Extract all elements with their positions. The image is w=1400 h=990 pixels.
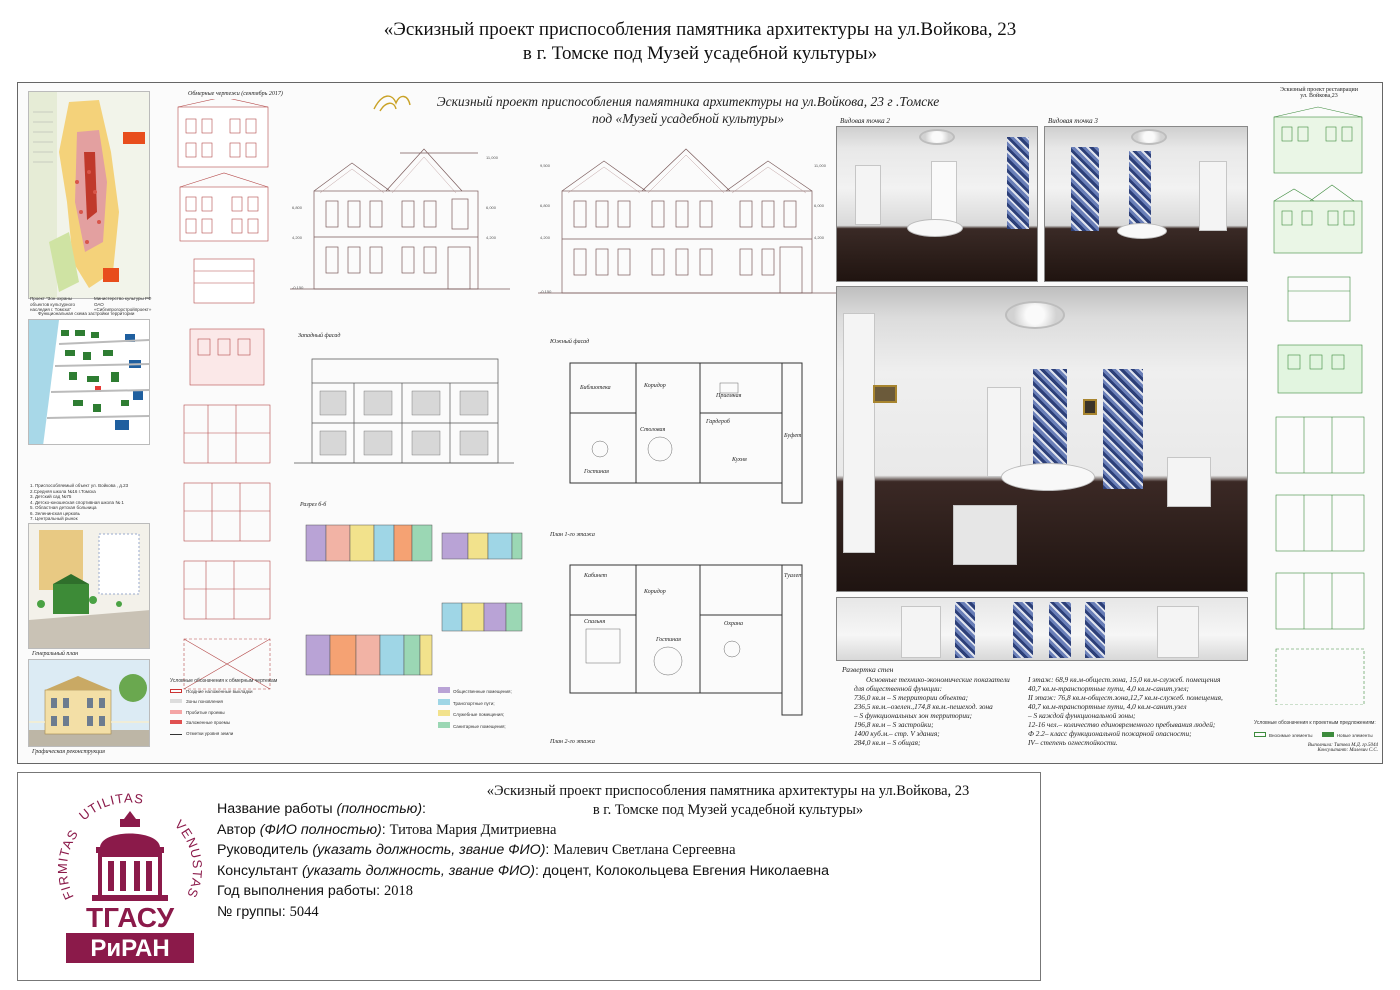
svg-text:-0,150: -0,150 xyxy=(540,289,552,294)
right-legend-label-1: Вносимые элементы xyxy=(1269,732,1313,738)
consultant-label: Консультант xyxy=(217,862,302,879)
serving-cart-icon xyxy=(953,505,1017,565)
plan1-room-dining: Столовая xyxy=(640,427,666,433)
survey-drawings xyxy=(168,99,276,699)
dining-table-icon xyxy=(1001,463,1095,491)
survey-legend-item-2 xyxy=(170,699,277,705)
zoning-legend xyxy=(438,687,512,729)
west-facade-caption: Западный фасад xyxy=(298,333,341,339)
drawing-sheet xyxy=(17,82,1383,764)
group-value: 5044 xyxy=(289,903,319,920)
view-2-caption: Видовая точка 2 xyxy=(840,117,890,125)
explication-item-1: 1. Приспособляемый объект ул. Войкова , д.23 xyxy=(30,483,129,488)
plan-floor-2 xyxy=(540,553,830,733)
tep-left-3: 736,0 кв.м – S территории объекта; xyxy=(854,693,969,702)
author-value: Титова Мария Дмитриевна xyxy=(389,821,557,838)
graphic-reconstruction xyxy=(28,659,150,747)
info-title-line1: «Эскизный проект приспособления памятника архитектуры на ул.Войкова, 23 xyxy=(486,783,970,799)
right-legend-label-2: Новые элементы xyxy=(1336,732,1373,738)
info-title-line2: в г. Томске под Музей усадебной культуры» xyxy=(592,802,864,818)
right-column-title-line1: Эскизный проект реставрации xyxy=(1280,87,1358,93)
curtain-icon xyxy=(955,602,975,658)
svg-text:11,000: 11,000 xyxy=(486,155,498,160)
svg-text:6,000: 6,000 xyxy=(814,203,825,208)
survey-legend-label-4: Заложенные проемы xyxy=(186,720,231,725)
plan2-room-toilet: Туалет xyxy=(784,573,803,579)
curtain-icon xyxy=(1071,147,1099,231)
curtain-icon xyxy=(1085,602,1105,658)
render-view-3 xyxy=(1044,126,1248,282)
svg-text:4,200: 4,200 xyxy=(486,235,497,240)
svg-text:-0,150: -0,150 xyxy=(292,285,304,290)
func-scheme-caption: Функциональная схема застройки территории xyxy=(38,311,135,316)
plan1-room-buffet: Буфет xyxy=(784,433,802,439)
plan1-room-reception: Приемная xyxy=(716,393,742,399)
plan-floor-1 xyxy=(540,353,830,523)
logo-sub: РиРАН xyxy=(90,935,170,962)
plan1-room-library: Библиотека xyxy=(580,385,611,391)
svg-text:9,500: 9,500 xyxy=(540,163,551,168)
consultant-row: Консультант (указать должность, звание ФИО): доцент, Колокольцева Евгения Николаевна xyxy=(217,862,830,879)
south-facade xyxy=(538,137,838,323)
group-label: № группы: xyxy=(217,903,290,920)
survey-legend-label-1: Поздние наложенные выкладки xyxy=(186,688,253,694)
tep-left-5: – S функциональных зон территории; xyxy=(854,711,973,720)
curtain-icon xyxy=(1129,151,1151,227)
tep-right-3: II этаж: 76,8 кв.м-общест.зона,12,7 кв.м-служеб. помещения, xyxy=(1028,693,1223,702)
graphic-reconstruction-graphic xyxy=(29,660,150,747)
university-logo xyxy=(50,785,210,965)
tep-left-8: 284,0 кв.м – S общая; xyxy=(854,738,921,747)
explication-list xyxy=(30,483,160,522)
ceiling-rose-icon xyxy=(1131,129,1167,145)
sheet-title xyxy=(388,93,988,127)
tep-left-2: для общественной функции: xyxy=(854,684,943,693)
plan1-room-corridor: Коридор xyxy=(644,383,666,389)
door-icon xyxy=(1157,606,1199,658)
survey-legend-item-1 xyxy=(170,689,277,695)
ceiling-rose-icon xyxy=(919,129,955,145)
general-plan xyxy=(28,523,150,649)
zoning-legend-label-2: Транспортные пути; xyxy=(453,700,495,706)
survey-legend-title: Условные обозначения к обмерным чертежам xyxy=(170,678,278,684)
poster-title-line1: «Эскизный проект приспособления памятника архитектуры на ул.Войкова, 23 xyxy=(383,19,1017,40)
survey-legend-label-2: Зоны поновления xyxy=(186,699,223,704)
plan1-room-living: Гостиная xyxy=(584,469,609,475)
right-column-title-line2: ул. Войкова,23 xyxy=(1300,93,1338,99)
consultant-value: доцент, Колокольцева Евгения Николаевна xyxy=(542,862,830,879)
building-emblem-icon xyxy=(92,811,168,901)
survey-drawings-graphic xyxy=(168,99,276,699)
svg-text:6,800: 6,800 xyxy=(292,205,303,210)
zoning-legend-item-2 xyxy=(438,699,512,707)
sideboard-icon xyxy=(1167,457,1211,507)
paneling-left xyxy=(843,313,875,553)
sheet-title-line1: Эскизный проект приспособления памятника архитектуры на ул.Войкова, 23 г .Томске xyxy=(436,94,940,109)
ceiling-rose-icon xyxy=(1005,301,1065,329)
section-caption: Разрез б-б xyxy=(300,502,327,508)
explication-item-2: 2.Средняя школа №16 г.Томска xyxy=(30,488,96,494)
group-row xyxy=(217,902,829,923)
tep-right-7: Ф 2.2– класс функциональной пожарной опасности; xyxy=(1028,729,1192,738)
functional-scheme-graphic xyxy=(29,320,150,445)
plan1-room-kitchen: Кухня xyxy=(732,457,747,463)
info-block xyxy=(17,772,1041,981)
plan2-room-living: Гостиная xyxy=(656,637,681,643)
wall-unfold-caption: Развертка стен xyxy=(842,665,894,674)
door-icon xyxy=(855,165,881,225)
render-wall-unfold xyxy=(836,597,1248,661)
author-hint: (ФИО полностью) xyxy=(259,821,382,838)
section-graphic xyxy=(294,345,514,495)
work-hint: (полностью) xyxy=(336,801,423,817)
svg-text:VENUSTAS xyxy=(172,817,205,901)
consultant-hint: (указать должность, звание ФИО) xyxy=(301,862,536,879)
explication-item-3: 3. Детский сад №75 xyxy=(30,494,72,499)
consultant-line: Консультант: Малевич С.С. xyxy=(1317,748,1378,753)
tep-left-4: 236,5 кв.м.–озелен.,174,8 кв.м.-пешеход. зона xyxy=(854,702,993,711)
explication-item-5: 5. Областная детская больница xyxy=(30,505,97,510)
cabinet-icon xyxy=(1199,161,1227,231)
zones-map xyxy=(28,91,150,299)
zoning-legend-item-4 xyxy=(438,722,512,730)
zoning-legend-item-1 xyxy=(438,687,512,695)
south-facade-caption: Южный фасад xyxy=(550,339,590,345)
poster-title xyxy=(300,18,1100,66)
view-3-caption: Видовая точка 3 xyxy=(1048,117,1098,125)
zoning-legend-label-3: Служебные помещения; xyxy=(453,712,505,717)
svg-text:6,800: 6,800 xyxy=(540,203,551,208)
west-facade xyxy=(290,139,510,319)
plan2-room-corridor: Коридор xyxy=(644,589,666,595)
poster-title-line2: в г. Томске под Музей усадебной культуры» xyxy=(522,43,878,64)
curtain-icon xyxy=(1049,602,1071,658)
tep-right-6: 12-16 чел.– количество единовременного пребывания людей; xyxy=(1028,720,1216,729)
work-row: Название работы (полностью): xyxy=(217,801,426,817)
motto-left: FIRMITAS xyxy=(54,826,82,902)
survey-legend-item-5 xyxy=(170,731,277,737)
right-legend-title: Условные обозначения к проектным предложениям: xyxy=(1254,720,1376,726)
restoration-drawings xyxy=(1262,105,1376,705)
general-plan-graphic xyxy=(29,524,150,649)
tep-right xyxy=(1028,675,1223,747)
render-view-2 xyxy=(836,126,1038,282)
svg-text:6,000: 6,000 xyxy=(486,205,497,210)
author-label: Автор xyxy=(217,821,260,838)
sheet-title-line2: под «Музей усадебной культуры» xyxy=(592,111,784,126)
logo-name: ТГАСУ xyxy=(85,902,175,933)
plan1-room-wardrobe: Гардероб xyxy=(706,419,730,425)
zones-map-note-2: Министерство культуры РФ ОАО «Сибгипрогорстройпроект» xyxy=(94,296,152,312)
plan2-room-bedroom: Спальня xyxy=(584,619,606,625)
tep-right-5: – S каждой функциональной зоны; xyxy=(1028,711,1136,720)
render-main xyxy=(836,286,1248,592)
tep-left-6: 196,8 кв.м – S застройки; xyxy=(854,720,934,729)
zoning-plans xyxy=(302,519,532,709)
supervisor-label: Руководитель xyxy=(217,842,313,858)
explication-item-4: 4. Детско-юношеская спортивная школа № 1 xyxy=(30,499,124,505)
plan2-caption: План 2-го этажа xyxy=(550,739,595,745)
supervisor-hint: (указать должность, звание ФИО) xyxy=(312,842,546,858)
survey-legend-item-4 xyxy=(170,720,277,726)
svg-text:11,000: 11,000 xyxy=(814,163,826,168)
explication-item-6: 6. Зеленинская церковь xyxy=(30,510,80,516)
survey-legend-label-5: Отметки уровня земли xyxy=(186,730,234,736)
explication-item-7: 7. Центральный рынок xyxy=(30,516,78,521)
right-column-title xyxy=(1274,87,1364,99)
tep-right-2: 40,7 кв.м-транспортные пути, 4,0 кв.м-санит.узел; xyxy=(1028,684,1189,693)
right-legend xyxy=(1254,721,1376,738)
tep-right-8: IV– степень огнестойкости. xyxy=(1028,738,1118,747)
painting-icon xyxy=(873,385,897,403)
svg-text:4,200: 4,200 xyxy=(814,235,825,240)
svg-text:4,200: 4,200 xyxy=(292,235,303,240)
west-facade-graphic xyxy=(290,139,510,319)
year-row xyxy=(217,881,829,902)
survey-legend-item-3 xyxy=(170,710,277,716)
plan1-caption: План 1-го этажа xyxy=(550,532,595,538)
section-drawing xyxy=(294,345,514,495)
plan-floor-2-graphic xyxy=(540,553,830,733)
svg-text:4,200: 4,200 xyxy=(540,235,551,240)
zoning-legend-label-4: Санитарные помещения; xyxy=(453,723,506,729)
cabinet-icon xyxy=(987,387,1021,477)
survey-drawings-caption: Обмерные чертежи (сентябрь 2017) xyxy=(188,91,283,97)
motto-right: VENUSTAS xyxy=(171,816,206,901)
right-legend-row xyxy=(1254,732,1376,739)
executed-by xyxy=(1288,743,1378,753)
work-label: Название работы xyxy=(217,801,337,817)
zoning-legend-item-3 xyxy=(438,710,512,718)
zoning-legend-label-1: Общественные помещения; xyxy=(453,689,512,694)
svg-text:FIRMITAS xyxy=(55,826,81,902)
survey-legend xyxy=(170,679,277,736)
functional-scheme-map xyxy=(28,319,150,445)
zoning-plans-graphic xyxy=(302,519,532,709)
author-row: Автор (ФИО полностью): Титова Мария Дмитриевна xyxy=(217,821,557,838)
tep-left xyxy=(854,675,1010,747)
executed-by-line: Выполнила: Титова М.Д. гр.5044 xyxy=(1307,743,1378,748)
dining-table-icon xyxy=(907,219,963,237)
curtain-icon xyxy=(1007,137,1029,229)
painting-icon xyxy=(1083,399,1097,415)
stove-icon xyxy=(931,161,957,225)
tep-right-1: I этаж: 68,9 кв.м-общест.зона, 15,0 кв.м-служеб. помещения xyxy=(1028,675,1221,684)
curtain-icon xyxy=(1103,369,1143,489)
zones-map-graphic xyxy=(29,92,150,299)
survey-legend-label-3: Пробитые проемы xyxy=(186,709,225,715)
tep-right-4: 40,7 кв.м-транспортные пути, 4,0 кв.м-санит.узел xyxy=(1028,702,1187,711)
dining-table-icon xyxy=(1117,223,1167,239)
south-facade-graphic xyxy=(538,137,838,323)
supervisor-row: Руководитель (указать должность, звание ФИО): Малевич Светлана Сергеевна xyxy=(217,842,736,858)
motto-top: UTILITAS xyxy=(76,790,146,824)
graphic-reconstruction-caption: Графическая реконструкция xyxy=(32,749,105,755)
curtain-icon xyxy=(1013,602,1033,658)
plan2-room-cabinet: Кабинет xyxy=(584,573,607,579)
door-icon xyxy=(901,606,941,658)
zones-map-note-1: Проект "Зон охраны объектов культурного наследия г. Томска" xyxy=(30,296,76,312)
restoration-drawings-graphic xyxy=(1262,105,1376,705)
info-lines xyxy=(217,799,829,922)
general-plan-caption: Генеральный план xyxy=(32,651,79,657)
year-label: Год выполнения работы: xyxy=(217,883,384,899)
year-value: 2018 xyxy=(383,883,413,899)
plan2-room-security: Охрана xyxy=(724,621,743,627)
supervisor-value: Малевич Светлана Сергеевна xyxy=(553,842,736,858)
tep-left-7: 1400 куб.м.– стр. V здания; xyxy=(854,729,940,738)
tep-left-1: Основные технико-экономические показатели xyxy=(866,675,1010,684)
